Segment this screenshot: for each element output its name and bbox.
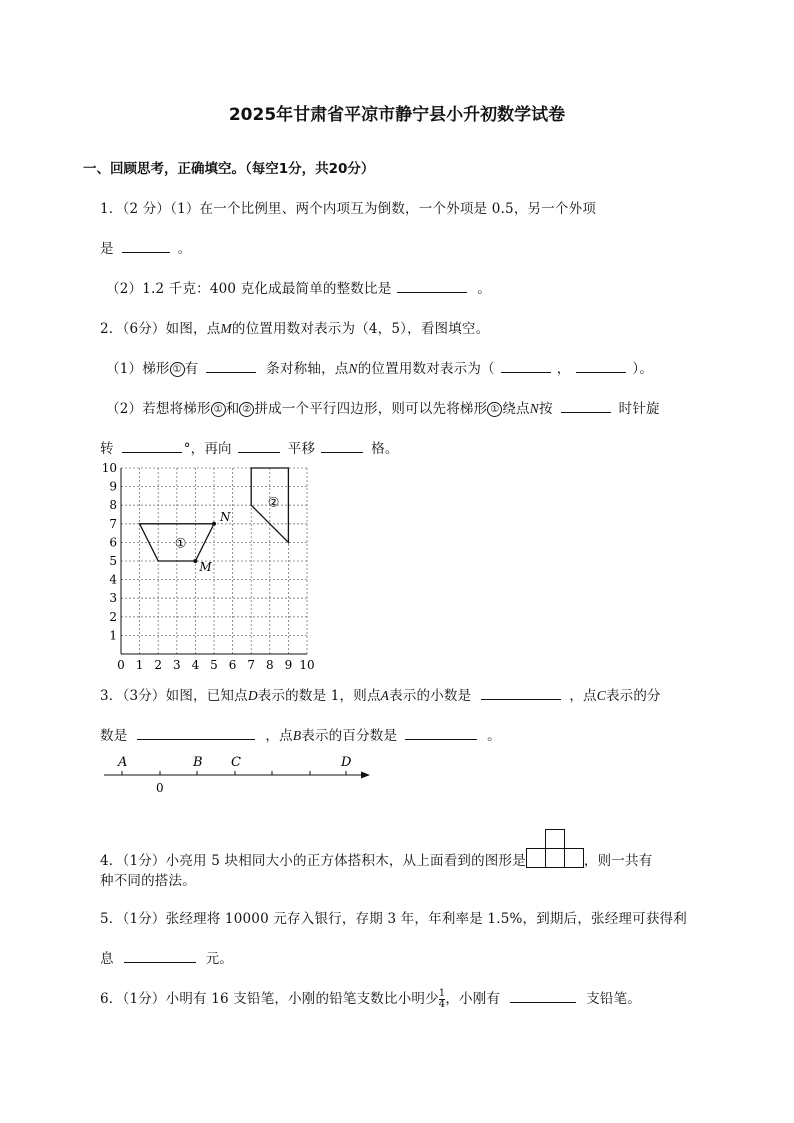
q3-text: 数是 (100, 728, 128, 744)
q2-text: 转 (100, 441, 114, 457)
section-heading: 一、回顾思考，正确填空。（每空1分，共20分） (83, 161, 375, 177)
x-tick-label: 8 (265, 658, 274, 672)
q2-text: 平移 (287, 441, 316, 457)
x-tick-label: 9 (284, 658, 293, 672)
q1-line3 (106, 277, 491, 297)
point-label: C (596, 688, 606, 703)
y-tick-label: 2 (109, 609, 117, 624)
fraction-denominator: 4 (438, 999, 446, 1010)
shape-marker: ① (170, 362, 185, 377)
q3-text: ，点 (265, 728, 293, 744)
q2-text: 和 (225, 401, 240, 417)
y-tick-label: 6 (109, 535, 117, 550)
point-label-a: A (118, 755, 128, 770)
y-tick-label: 4 (109, 572, 117, 587)
answer-blank[interactable] (576, 360, 626, 373)
q1-text: 。 (477, 281, 492, 297)
point-label: A (380, 688, 390, 703)
q1-text: 是 (100, 241, 114, 257)
q6-text: 支铅笔。 (586, 991, 641, 1007)
point-label: N (348, 361, 358, 376)
q6-line1 (100, 987, 641, 1010)
point-label-d: D (341, 755, 352, 770)
q2-text: 拼成一个平行四边形，则可以先将梯形 (254, 401, 488, 417)
q2-text: °，再向 (183, 441, 232, 457)
answer-blank[interactable] (206, 360, 256, 373)
q3-text: 表示的数是 1，则点 (257, 688, 381, 704)
answer-blank[interactable] (481, 687, 561, 700)
q2-text: （1）梯形 (106, 361, 170, 377)
answer-blank[interactable] (124, 950, 196, 963)
shape-2-label: ② (267, 495, 280, 511)
q3-line1 (100, 684, 661, 704)
answer-blank[interactable] (122, 240, 170, 253)
y-tick-label: 8 (109, 498, 117, 513)
answer-blank[interactable] (501, 360, 551, 373)
grid-labels (102, 461, 315, 672)
q5-text: 息 (100, 951, 114, 967)
q2-text: ， (556, 361, 571, 377)
q6-text: ，小刚有 (445, 991, 501, 1007)
q1-line2 (100, 237, 191, 257)
q2-line1 (100, 317, 489, 337)
point-m (193, 559, 197, 563)
point-label-c: C (231, 755, 241, 770)
y-tick-label: 1 (109, 628, 117, 643)
number-line-figure (98, 750, 378, 796)
q3-text: 表示的小数是 (389, 688, 472, 704)
zero-label: 0 (156, 781, 164, 795)
q3-text: 。 (487, 728, 501, 744)
cube-face (564, 849, 583, 868)
q5-text: 元。 (205, 951, 234, 967)
point-n (212, 522, 216, 526)
shape-1-label: ① (174, 536, 187, 552)
shape-marker: ② (239, 402, 254, 417)
x-tick-label: 0 (117, 658, 125, 672)
y-tick-label: 10 (101, 461, 117, 475)
q4-text: 4．（1分）小亮用 5 块相同大小的正方体搭积木，从上面看到的图形是 (100, 853, 526, 869)
q2-text: 条对称轴，点 (266, 361, 349, 377)
y-tick-label: 5 (109, 554, 117, 568)
cube-face (526, 849, 545, 868)
shape-marker: ① (487, 402, 502, 417)
q2-text: 的位置用数对表示为（4，5），看图填空。 (231, 321, 490, 337)
x-tick-label: 6 (228, 658, 237, 672)
answer-blank[interactable] (510, 990, 576, 1003)
q2-text: 时针旋 (618, 401, 660, 417)
x-tick-label: 7 (247, 658, 256, 672)
q1-text: 。 (177, 241, 192, 257)
q2-text: 的位置用数对表示为（ (357, 361, 495, 377)
x-tick-label: 5 (210, 658, 218, 672)
point-label: B (292, 728, 302, 743)
answer-blank[interactable] (137, 727, 255, 740)
q4-line2: 种不同的搭法。 (100, 873, 196, 889)
point-m-label: M (199, 560, 212, 574)
q5-line2 (100, 947, 233, 967)
y-tick-label: 3 (109, 591, 117, 606)
y-tick-label: 7 (109, 516, 117, 531)
point-label: M (220, 321, 232, 336)
y-tick-label: 9 (109, 479, 117, 494)
point-n-label: N (220, 509, 231, 524)
top-view-figure (526, 829, 584, 869)
x-tick-label: 3 (172, 658, 181, 672)
q2-text: ）。 (632, 361, 654, 377)
q4-line1 (100, 829, 652, 869)
x-tick-label: 2 (154, 658, 163, 672)
q2-text: （2）若想将梯形 (106, 401, 211, 417)
cube-face (545, 830, 564, 849)
q2-text: 按 (538, 401, 553, 417)
q2-text: 有 (184, 361, 199, 377)
shape-marker: ① (211, 402, 226, 417)
q3-text: 3．（3分）如图，已知点 (100, 688, 248, 704)
point-label-b: B (193, 755, 203, 770)
point-label: N (529, 401, 539, 416)
q2-text: 绕点 (502, 401, 530, 417)
x-tick-label: 1 (135, 658, 144, 672)
x-tick-label: 10 (299, 658, 315, 672)
coordinate-grid-figure (101, 461, 316, 674)
arrow-icon (361, 772, 370, 779)
q2-line3 (106, 397, 660, 417)
answer-blank[interactable] (397, 280, 467, 293)
q3-text: 表示的分 (605, 688, 661, 704)
answer-blank[interactable] (561, 400, 611, 413)
q6-text: 6．（1分）小明有 16 支铅笔，小刚的铅笔支数比小明少 (100, 991, 439, 1007)
q1-line1: 1．（2 分）（1）在一个比例里、两个内项互为倒数，一个外项是 0.5，另一个外项 (100, 201, 597, 217)
cube-face (545, 849, 564, 868)
q5-line1: 5．（1分）张经理将 10000 元存入银行，存期 3 年，年利率是 1.5%，到期后，张经理可获得利 (100, 911, 687, 927)
q3-text: 表示的百分数是 (301, 728, 398, 744)
q4-text: ，则一共有 (583, 853, 653, 869)
q3-line2 (100, 724, 501, 744)
q2-text: 格。 (371, 441, 399, 457)
point-label: D (247, 688, 258, 703)
answer-blank[interactable] (405, 727, 477, 740)
fraction-numerator: 1 (438, 988, 446, 999)
q3-text: ，点 (569, 688, 597, 704)
q2-text: 2．（6分）如图，点 (100, 321, 221, 337)
answer-blank[interactable] (321, 440, 363, 453)
page-title: 2025年甘肃省平凉市静宁县小升初数学试卷 (228, 105, 566, 125)
q2-line2 (106, 357, 653, 377)
q1-text: （2）1.2 千克：400 克化成最简单的整数比是 (106, 281, 392, 297)
answer-blank[interactable] (122, 440, 182, 453)
answer-blank[interactable] (238, 440, 280, 453)
q2-line4 (100, 437, 399, 457)
x-tick-label: 4 (191, 658, 200, 672)
